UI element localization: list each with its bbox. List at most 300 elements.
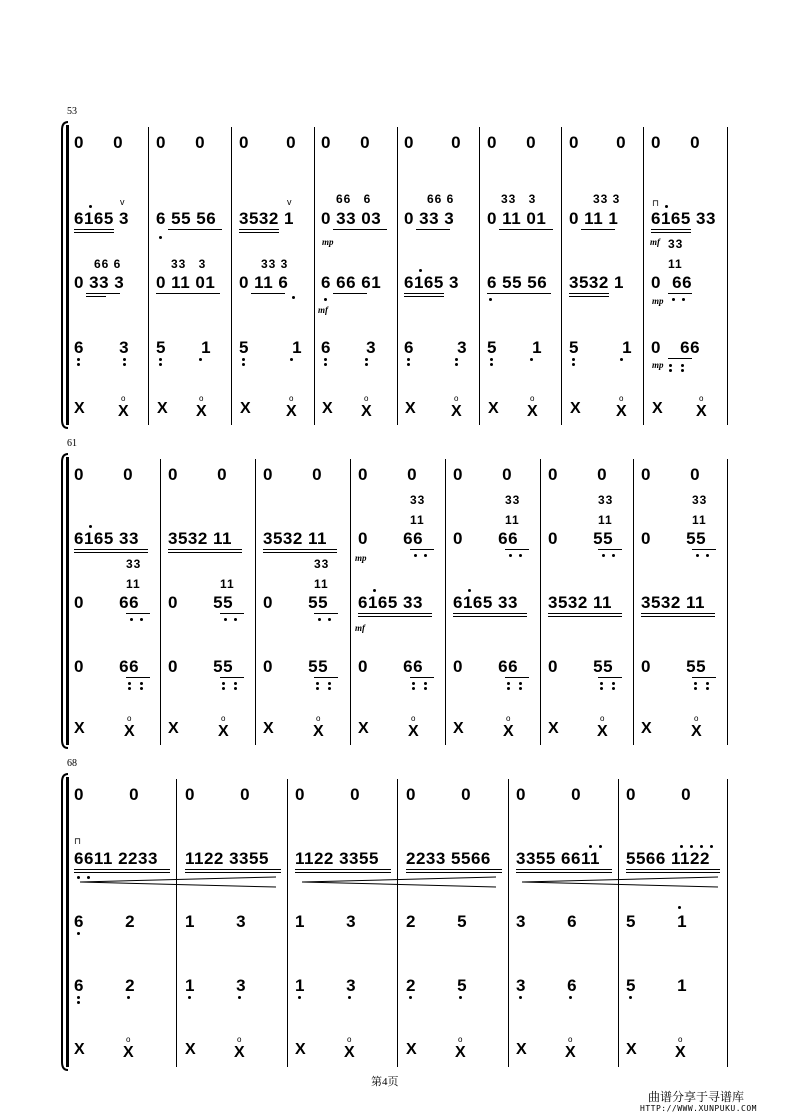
octave-dot	[328, 618, 331, 621]
octave-dot	[612, 682, 615, 685]
underline	[453, 613, 527, 614]
note-group: 6 2	[74, 912, 136, 931]
octave-dot	[414, 554, 417, 557]
octave-dot	[292, 296, 295, 299]
percussion-x: X	[196, 403, 207, 420]
octave-dot	[77, 996, 80, 999]
note-group: 0 0	[321, 133, 371, 152]
octave-dot	[612, 687, 615, 690]
measure-number: 53	[67, 106, 77, 117]
underline	[168, 552, 242, 553]
underline	[651, 232, 691, 233]
percussion-x: X	[455, 1044, 466, 1061]
underline	[220, 677, 244, 678]
note-group: 0 0	[548, 465, 608, 484]
note-group: 0 66	[453, 657, 519, 676]
octave-dot	[509, 554, 512, 557]
percussion-x: X	[408, 723, 419, 740]
note-group: 5 1	[626, 912, 688, 931]
percussion-x: X	[218, 723, 229, 740]
underline	[410, 677, 434, 678]
underline	[406, 872, 502, 873]
upper-notes: 33	[598, 493, 614, 507]
octave-dot	[669, 364, 672, 367]
upper-notes: 11	[598, 513, 613, 527]
open-mark: o	[411, 714, 416, 723]
percussion-x: X	[157, 400, 168, 417]
octave-dot	[490, 358, 493, 361]
underline	[410, 549, 434, 550]
underline	[74, 549, 148, 550]
octave-dot	[424, 687, 427, 690]
note-group: 0 55	[548, 657, 614, 676]
note-group: 6165 33	[651, 209, 716, 228]
octave-dot	[468, 589, 471, 592]
octave-dot	[696, 554, 699, 557]
upper-notes: 11	[505, 513, 520, 527]
barline	[479, 127, 480, 425]
octave-dot	[123, 358, 126, 361]
note-group: 0 11 1	[569, 209, 619, 228]
underline	[86, 293, 120, 294]
octave-dot	[199, 358, 202, 361]
octave-dot	[77, 1001, 80, 1004]
upper-notes: 33 3	[171, 257, 207, 271]
note-group: 0 66	[358, 529, 424, 548]
octave-dot	[290, 358, 293, 361]
dynamic-marking: mp	[652, 296, 664, 306]
octave-dot	[140, 682, 143, 685]
open-mark: o	[316, 714, 321, 723]
note-group: 6165 3	[404, 273, 459, 292]
open-mark: o	[121, 394, 126, 403]
open-mark: o	[347, 1035, 352, 1044]
underline	[74, 232, 114, 233]
underline	[487, 293, 551, 294]
octave-dot	[298, 996, 301, 999]
percussion-x: X	[358, 720, 369, 737]
octave-dot	[224, 618, 227, 621]
upper-notes: 66 6	[336, 192, 372, 206]
percussion-x: X	[503, 723, 514, 740]
underline	[505, 549, 529, 550]
octave-dot	[407, 363, 410, 366]
measure-number: 68	[67, 758, 77, 769]
underline	[651, 229, 691, 230]
octave-dot	[680, 845, 683, 848]
note-group: 5 1	[239, 338, 303, 357]
underline	[416, 229, 450, 230]
octave-dot	[629, 996, 632, 999]
note-group: 0 0	[74, 785, 140, 804]
barline	[540, 459, 541, 745]
octave-dot	[77, 932, 80, 935]
percussion-x: X	[124, 723, 135, 740]
octave-dot	[424, 682, 427, 685]
octave-dot	[222, 687, 225, 690]
octave-dot	[507, 687, 510, 690]
octave-dot	[602, 554, 605, 557]
note-group: 0 66	[651, 338, 701, 357]
note-group: 0 11 6	[239, 273, 289, 292]
barline	[231, 127, 232, 425]
percussion-x: X	[675, 1044, 686, 1061]
octave-dot	[348, 996, 351, 999]
upper-notes: 66 6	[427, 192, 455, 206]
barline	[176, 779, 177, 1067]
open-mark: o	[530, 394, 535, 403]
percussion-x: X	[597, 723, 608, 740]
barline	[643, 127, 644, 425]
underline	[358, 613, 432, 614]
open-mark: o	[454, 394, 459, 403]
upper-notes: 11	[314, 577, 329, 591]
bowing-mark: ⊓	[652, 198, 660, 208]
barline	[727, 127, 728, 425]
percussion-x: X	[451, 403, 462, 420]
dynamic-marking: mf	[650, 237, 660, 247]
underline	[626, 872, 720, 873]
octave-dot	[682, 298, 685, 301]
barline	[160, 459, 161, 745]
barline	[445, 459, 446, 745]
percussion-x: X	[453, 720, 464, 737]
percussion-x: X	[616, 403, 627, 420]
octave-dot	[89, 525, 92, 528]
octave-dot	[694, 687, 697, 690]
octave-dot	[242, 363, 245, 366]
upper-notes: 11	[668, 257, 683, 271]
octave-dot	[710, 845, 713, 848]
underline	[548, 616, 622, 617]
open-mark: o	[619, 394, 624, 403]
octave-dot	[324, 358, 327, 361]
percussion-x: X	[295, 1041, 306, 1058]
underline	[295, 872, 391, 873]
octave-dot	[507, 682, 510, 685]
barline	[255, 459, 256, 745]
octave-dot	[140, 618, 143, 621]
note-group: 3532 1	[239, 209, 294, 228]
note-group: 1 3	[185, 976, 247, 995]
note-group: 0 66	[651, 273, 693, 292]
note-group: 0 0	[641, 465, 701, 484]
note-group: 1122 3355	[295, 849, 379, 868]
note-group: 5 1	[487, 338, 543, 357]
underline	[516, 872, 612, 873]
upper-notes: 33 3	[261, 257, 289, 271]
octave-dot	[123, 363, 126, 366]
octave-dot	[318, 618, 321, 621]
barline	[561, 127, 562, 425]
octave-dot	[706, 554, 709, 557]
note-group: 0 0	[185, 785, 251, 804]
note-group: 3532 11	[548, 593, 613, 612]
octave-dot	[455, 358, 458, 361]
octave-dot	[490, 363, 493, 366]
octave-dot	[678, 906, 681, 909]
note-group: 1 3	[295, 912, 357, 931]
note-group: 0 55	[548, 529, 614, 548]
octave-dot	[130, 618, 133, 621]
octave-dot	[519, 554, 522, 557]
underline	[314, 613, 338, 614]
open-mark: o	[600, 714, 605, 723]
note-group: 0 0	[516, 785, 582, 804]
octave-dot	[222, 682, 225, 685]
octave-dot	[324, 298, 327, 301]
percussion-x: X	[565, 1044, 576, 1061]
open-mark: o	[199, 394, 204, 403]
underline	[404, 293, 444, 294]
note-group: 6165 33	[453, 593, 518, 612]
percussion-x: X	[123, 1044, 134, 1061]
note-group: 0 55	[263, 657, 329, 676]
open-mark: o	[506, 714, 511, 723]
octave-dot	[694, 682, 697, 685]
upper-notes: 33	[410, 493, 426, 507]
underline	[314, 677, 338, 678]
octave-dot	[412, 687, 415, 690]
octave-dot	[238, 996, 241, 999]
system-barline	[66, 777, 69, 1067]
underline	[598, 677, 622, 678]
note-group: 6 66 61	[321, 273, 382, 292]
octave-dot	[665, 205, 668, 208]
percussion-x: X	[286, 403, 297, 420]
measure-number: 61	[67, 438, 77, 449]
note-group: 6611 2233	[74, 849, 158, 868]
note-group: 0 55	[641, 529, 707, 548]
percussion-x: X	[185, 1041, 196, 1058]
octave-dot	[373, 589, 376, 592]
percussion-x: X	[641, 720, 652, 737]
system-barline	[66, 125, 69, 425]
octave-dot	[407, 358, 410, 361]
barline	[397, 127, 398, 425]
note-group: 0 0	[487, 133, 537, 152]
underline	[239, 232, 279, 233]
note-group: 3532 11	[263, 529, 328, 548]
octave-dot	[600, 687, 603, 690]
barline	[618, 779, 619, 1067]
octave-dot	[706, 687, 709, 690]
note-group: 0 66	[74, 593, 140, 612]
underline	[358, 616, 432, 617]
note-group: 6 3	[321, 338, 377, 357]
octave-dot	[328, 687, 331, 690]
percussion-x: X	[74, 400, 85, 417]
upper-notes: 33	[505, 493, 521, 507]
watermark-text: 曲谱分享于寻谱库	[648, 1090, 745, 1104]
note-group: 6 3	[404, 338, 468, 357]
open-mark: o	[237, 1035, 242, 1044]
note-group: 0 0	[358, 465, 418, 484]
note-group: 0 0	[74, 465, 134, 484]
underline	[516, 869, 612, 870]
note-group: 1 3	[295, 976, 357, 995]
octave-dot	[242, 358, 245, 361]
underline	[641, 616, 715, 617]
underline	[74, 869, 170, 870]
percussion-x: X	[74, 720, 85, 737]
octave-dot	[316, 687, 319, 690]
upper-notes: 11	[692, 513, 707, 527]
note-group: 6 2	[74, 976, 136, 995]
breath-mark: v	[287, 197, 292, 207]
octave-dot	[620, 358, 623, 361]
underline	[569, 293, 609, 294]
octave-dot	[681, 364, 684, 367]
note-group: 2 5	[406, 976, 468, 995]
barline	[727, 459, 728, 745]
note-group: 5 1	[626, 976, 688, 995]
note-group: 2233 5566	[406, 849, 491, 868]
watermark-url: HTTP://WWW.XUNPUKU.COM	[640, 1104, 757, 1113]
underline	[453, 616, 527, 617]
note-group: 6165 33	[358, 593, 423, 612]
upper-notes: 33 3	[501, 192, 537, 206]
percussion-x: X	[344, 1044, 355, 1061]
percussion-x: X	[168, 720, 179, 737]
note-group: 0 0	[569, 133, 627, 152]
crescendo-hairpin	[80, 876, 720, 890]
note-group: 0 0	[295, 785, 361, 804]
note-group: 0 0	[263, 465, 323, 484]
percussion-x: X	[516, 1041, 527, 1058]
dynamic-marking: mf	[318, 305, 328, 315]
percussion-x: X	[406, 1041, 417, 1058]
octave-dot	[455, 363, 458, 366]
note-group: 3355 6611	[516, 849, 600, 868]
octave-dot	[365, 358, 368, 361]
barline	[508, 779, 509, 1067]
octave-dot	[612, 554, 615, 557]
octave-dot	[159, 236, 162, 239]
note-group: 3532 1	[569, 273, 624, 292]
note-group: 0 11 01	[487, 209, 547, 228]
underline	[626, 869, 720, 870]
bowing-mark: ⊓	[74, 836, 82, 846]
underline	[220, 613, 244, 614]
octave-dot	[89, 205, 92, 208]
barline	[633, 459, 634, 745]
octave-dot	[77, 876, 80, 879]
percussion-x: X	[626, 1041, 637, 1058]
dynamic-marking: mf	[355, 623, 365, 633]
underline	[263, 549, 337, 550]
percussion-x: X	[240, 400, 251, 417]
underline	[598, 549, 622, 550]
octave-dot	[589, 845, 592, 848]
open-mark: o	[126, 1035, 131, 1044]
octave-dot	[459, 996, 462, 999]
note-group: 0 0	[453, 465, 513, 484]
percussion-x: X	[570, 400, 581, 417]
note-group: 0 33 03	[321, 209, 382, 228]
octave-dot	[530, 358, 533, 361]
note-group: 0 0	[239, 133, 297, 152]
dynamic-marking: mp	[322, 237, 334, 247]
octave-dot	[572, 363, 575, 366]
underline	[692, 677, 716, 678]
percussion-x: X	[548, 720, 559, 737]
open-mark: o	[678, 1035, 683, 1044]
note-group: 0 55	[641, 657, 707, 676]
octave-dot	[87, 876, 90, 879]
octave-dot	[159, 363, 162, 366]
upper-notes: 33	[692, 493, 708, 507]
octave-dot	[569, 996, 572, 999]
note-group: 0 55	[263, 593, 329, 612]
percussion-x: X	[361, 403, 372, 420]
note-group: 3 6	[516, 912, 578, 931]
octave-dot	[409, 996, 412, 999]
note-group: 0 66	[453, 529, 519, 548]
lower-notes: 33	[126, 557, 142, 571]
open-mark: o	[364, 394, 369, 403]
octave-dot	[159, 358, 162, 361]
percussion-x: X	[234, 1044, 245, 1061]
percussion-x: X	[488, 400, 499, 417]
note-group: 0 0	[406, 785, 472, 804]
upper-notes: 11	[220, 577, 235, 591]
note-group: 3532 11	[168, 529, 233, 548]
underline	[692, 549, 716, 550]
percussion-x: X	[263, 720, 274, 737]
octave-dot	[77, 358, 80, 361]
barline	[727, 779, 728, 1067]
open-mark: o	[568, 1035, 573, 1044]
note-group: 6 55 56	[487, 273, 548, 292]
note-group: 0 33 3	[74, 273, 125, 292]
open-mark: o	[289, 394, 294, 403]
note-group: 0 11 01	[156, 273, 216, 292]
underline	[86, 296, 106, 297]
note-group: 6 3	[74, 338, 130, 357]
upper-notes: 11	[126, 577, 141, 591]
note-group: 0 66	[74, 657, 140, 676]
percussion-x: X	[652, 400, 663, 417]
underline	[74, 229, 114, 230]
note-group: 1 3	[185, 912, 247, 931]
octave-dot	[316, 682, 319, 685]
octave-dot	[328, 682, 331, 685]
octave-dot	[519, 682, 522, 685]
note-group: 0 0	[74, 133, 124, 152]
octave-dot	[599, 845, 602, 848]
octave-dot	[140, 687, 143, 690]
octave-dot	[324, 363, 327, 366]
underline	[126, 613, 150, 614]
note-group: 0 55	[168, 657, 234, 676]
octave-dot	[127, 996, 130, 999]
lower-notes: 33	[314, 557, 330, 571]
barline	[287, 779, 288, 1067]
note-group: 2 5	[406, 912, 468, 931]
octave-dot	[128, 682, 131, 685]
breath-mark: v	[120, 197, 125, 207]
underline	[548, 613, 622, 614]
open-mark: o	[699, 394, 704, 403]
underline	[239, 229, 279, 230]
octave-dot	[128, 687, 131, 690]
underline	[505, 677, 529, 678]
octave-dot	[690, 845, 693, 848]
barline	[148, 127, 149, 425]
underline	[185, 872, 281, 873]
percussion-x: X	[313, 723, 324, 740]
